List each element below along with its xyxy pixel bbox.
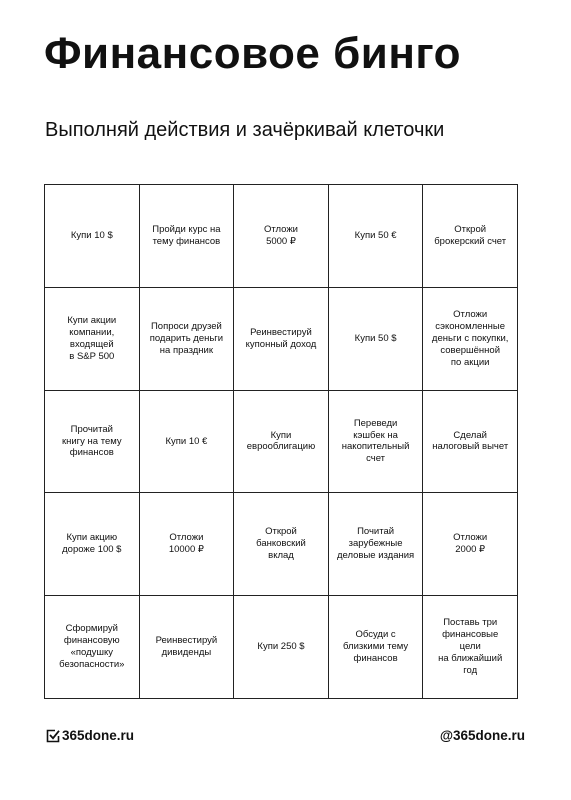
bingo-cell[interactable]: Купи акции компании, входящей в S&P 500 <box>45 288 140 391</box>
bingo-cell[interactable]: Реинвестируй дивиденды <box>140 596 235 699</box>
bingo-cell[interactable]: Отложи сэкономленные деньги с покупки, совершённой по акции <box>423 288 518 391</box>
bingo-board <box>44 184 518 699</box>
bingo-cell[interactable]: Сделай налоговый вычет <box>423 391 518 494</box>
bingo-cell[interactable]: Купи акцию дороже 100 $ <box>45 493 140 596</box>
footer-handle[interactable]: @365done.ru <box>439 728 525 743</box>
bingo-cell[interactable]: Почитай зарубежные деловые издания <box>329 493 424 596</box>
bingo-cell[interactable]: Отложи 5000 ₽ <box>234 185 329 288</box>
bingo-cell[interactable]: Сформируй финансовую «подушку безопасности» <box>45 596 140 699</box>
bingo-cell[interactable]: Переведи кэшбек на накопительный счет <box>329 391 424 494</box>
bingo-cell[interactable]: Поставь три финансовые цели на ближайший год <box>423 596 518 699</box>
bingo-cell[interactable]: Купи 50 € <box>329 185 424 288</box>
bingo-cell[interactable]: Отложи 2000 ₽ <box>423 493 518 596</box>
footer-site-label: 365done.ru <box>62 728 135 744</box>
bingo-cell[interactable]: Купи 50 $ <box>329 288 424 391</box>
checkbox-check-icon <box>46 729 60 743</box>
footer-site[interactable] <box>46 729 134 743</box>
bingo-cell[interactable]: Пройди курс на тему финансов <box>140 185 235 288</box>
bingo-cell[interactable]: Открой банковский вклад <box>234 493 329 596</box>
bingo-cell[interactable]: Купи 10 € <box>140 391 235 494</box>
bingo-cell[interactable]: Прочитай книгу на тему финансов <box>45 391 140 494</box>
bingo-cell[interactable]: Реинвестируй купонный доход <box>234 288 329 391</box>
bingo-cell[interactable]: Купи еврооблигацию <box>234 391 329 494</box>
bingo-cell[interactable]: Отложи 10000 ₽ <box>140 493 235 596</box>
page-subtitle: Выполняй действия и зачёркивай клеточки <box>45 119 445 141</box>
bingo-cell[interactable]: Купи 250 $ <box>234 596 329 699</box>
bingo-cell[interactable]: Обсуди с близкими тему финансов <box>329 596 424 699</box>
bingo-cell[interactable]: Открой брокерский счет <box>423 185 518 288</box>
bingo-cell[interactable]: Попроси друзей подарить деньги на праздник <box>140 288 235 391</box>
bingo-cell[interactable]: Купи 10 $ <box>45 185 140 288</box>
page-title: Финансовое бинго <box>44 29 462 78</box>
